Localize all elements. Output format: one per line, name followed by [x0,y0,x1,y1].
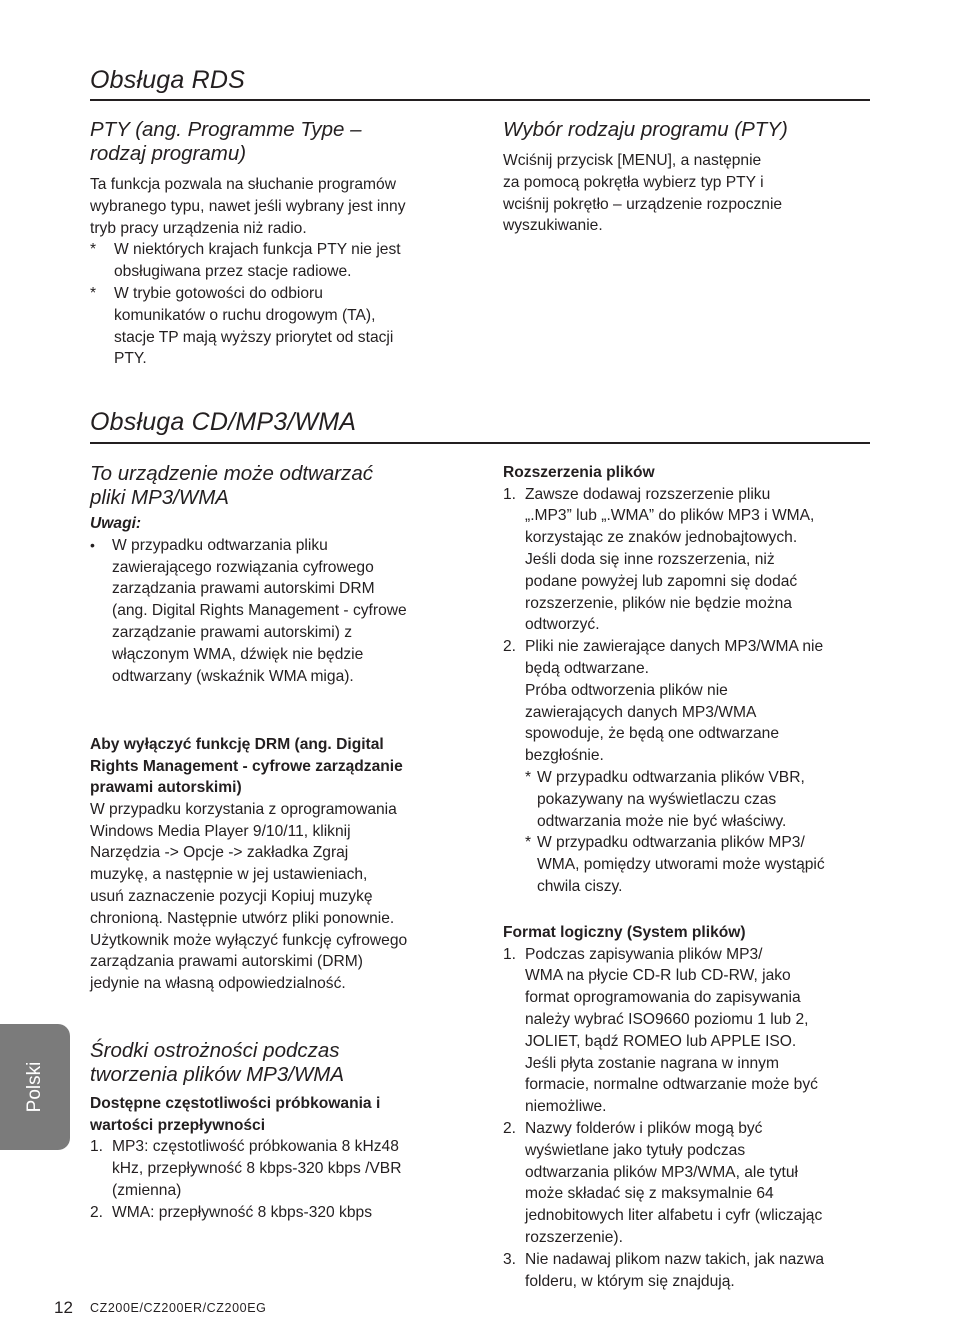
pty-select-line: Wciśnij przycisk [MENU], a następnie [503,152,762,169]
format-item [503,944,883,1118]
pty-note-line: W trybie gotowości do odbioru [114,284,323,302]
model-number: CZ200E/CZ200ER/CZ200EG [90,1301,267,1315]
bullet-line: odtwarzany (wskaźnik WMA miga). [112,667,354,685]
pty-note [90,283,480,370]
extensions-note-line: chwila ciszy. [537,877,623,895]
extensions-note [525,767,825,832]
pty-text-line: tryb pracy urządzenia niż radio. [90,219,307,237]
cd-title-rule [90,442,870,444]
bitrate-item-line: (zmienna) [112,1181,182,1199]
drm-text-line: Użytkownik może wyłączyć funkcję cyfrowego [90,931,408,949]
playback-heading-line2: pliki MP3/WMA [90,486,229,509]
bitrate-heading-line: wartości przepływności [90,1116,266,1134]
extensions-item-line: spowoduje, że będą one odtwarzane [525,725,780,743]
drm-text-line: Windows Media Player 9/10/11, kliknij [90,822,351,840]
format-item-line: Podczas zapisywania plików MP3/ [525,945,763,963]
pty-select-line: wyszukiwanie. [503,217,603,235]
precautions-section [90,1039,485,1223]
cd-left-column [90,462,485,687]
format-item-line: rozszerzenie). [525,1228,623,1246]
format-item-line: należy wybrać ISO9660 poziomu 1 lub 2, [525,1010,809,1028]
extensions-note-line: WMA, pomiędzy utworami może wystąpić [537,856,825,874]
drm-text-line: jedynie na własną odpowiedzialność. [90,975,346,993]
format-item-line: wyświetlane jako tytuły podczas [525,1141,746,1159]
pty-select-heading: Wybór rodzaju programu (PTY) [503,118,788,141]
extensions-note-line: W przypadku odtwarzania plików MP3/ [537,834,805,852]
rds-title-rule [90,99,870,101]
pty-note-line: komunikatów o ruchu drogowym (TA), [114,306,376,324]
format-item-line: odtwarzania plików MP3/WMA, ale tytuł [525,1163,798,1181]
extensions-note [525,832,825,897]
notes-label: Uwagi: [90,515,142,532]
item-number: 1. [503,945,517,963]
pty-heading-line2: rodzaj programu) [90,142,247,165]
extensions-item-line: będą odtwarzane. [525,659,649,677]
format-item-line: niemożliwe. [525,1098,607,1116]
extensions-item-line: korzystając ze znaków jednobajtowych. [525,529,798,547]
bullet-line: zarządzanie prawami autorskimi) z [112,623,353,641]
extensions-note-line: odtwarzania może nie być właściwy. [537,812,787,830]
pty-text-line: Ta funkcja pozwala na słuchanie programów [90,176,396,193]
item-number: 2. [90,1203,104,1221]
format-item-line: WMA na płycie CD-R lub CD-RW, jako [525,967,791,985]
extensions-item-line: bezgłośnie. [525,747,604,765]
bullet-marker: • [90,536,95,553]
bullet-line: włączonym WMA, dźwięk nie będzie [112,645,364,663]
extensions-item-line: Zawsze dodawaj rozszerzenie pliku [525,485,771,503]
drm-text-line: Narzędzia -> Opcje -> zakładka Zgraj [90,844,349,862]
extensions-item-line: Pliki nie zawierające danych MP3/WMA nie [525,638,824,656]
pty-select-line: za pomocą pokrętła wybierz typ PTY i [503,173,764,191]
pty-text-line: wybranego typu, nawet jeśli wybrany jest inny [90,197,406,215]
format-item-line: jednobitowych liter alfabetu i cyfr (wliczając [525,1207,823,1225]
pty-select-line: wciśnij pokrętło – urządzenie rozpocznie [503,195,783,213]
extensions-item [503,636,883,898]
format-heading: Format logiczny (System plików) [503,924,746,941]
format-item-line: Jeśli płyta zostanie nagrana w innym [525,1054,779,1072]
pty-heading-line1: PTY (ang. Programme Type – [90,118,362,141]
note-marker: * [90,241,97,259]
precautions-heading-line1: Środki ostrożności podczas [90,1039,340,1062]
drm-heading-line: Rights Management - cyfrowe zarządzanie [90,757,403,775]
extensions-item-line: Próba odtworzenia plików nie [525,681,728,699]
bullet-line: W przypadku odtwarzania pliku [112,536,328,554]
bitrate-item-line: MP3: częstotliwość próbkowania 8 kHz48 [112,1138,399,1156]
drm-section [90,734,485,995]
drm-bullet [90,535,485,688]
extensions-item-line: podane powyżej lub zapomni się dodać [525,572,798,590]
bullet-line: (ang. Digital Rights Management - cyfrowe [112,602,407,620]
extensions-item-line: rozszerzenie, plików nie będzie można [525,594,792,612]
note-marker: * [525,834,532,852]
note-marker: * [525,768,532,786]
format-section [503,922,883,1292]
drm-heading-line: prawami autorskimi) [90,779,242,797]
pty-note-line: stacje TP mają wyższy priorytet od stacji [114,328,394,346]
extensions-section [503,462,883,898]
precautions-heading-line2: tworzenia plików MP3/WMA [90,1063,345,1086]
note-marker: * [90,284,97,302]
drm-heading-line: Aby wyłączyć funkcję DRM (ang. Digital [90,736,384,753]
pty-note-line: W niektórych krajach funkcja PTY nie jest [114,241,401,259]
cd-section-title: Obsługa CD/MP3/WMA [90,408,357,436]
format-item [503,1249,883,1293]
extensions-item-line: odtworzyć. [525,616,600,634]
drm-text-line: zarządzania prawami autorskimi (DRM) [90,953,363,971]
bitrate-item-line: kHz, przepływność 8 kbps-320 kbps /VBR [112,1159,402,1177]
extensions-item-line: zawierających danych MP3/WMA [525,703,757,721]
format-item-line: format oprogramowania do zapisywania [525,989,801,1007]
drm-text-line: usuń zaznaczenie pozycji Kopiuj muzykę [90,887,373,905]
extensions-heading: Rozszerzenia plików [503,464,655,481]
pty-note [90,239,480,283]
extensions-item [503,484,883,637]
language-tab [0,1024,70,1150]
extensions-item-line: Jeśli doda się inne rozszerzenia, niż [525,550,775,568]
rds-section-title: Obsługa RDS [90,66,246,94]
language-tab-label: Polski [24,1061,45,1113]
bullet-line: zarządzania prawami autorskimi DRM [112,580,375,598]
item-number: 2. [503,1119,517,1137]
item-number: 3. [503,1250,517,1268]
format-item-line: Nie nadawaj plikom nazw takich, jak nazwa [525,1250,825,1268]
item-number: 2. [503,638,517,656]
bullet-line: zawierającego rozwiązania cyfrowego [112,558,374,576]
pty-section [90,118,480,370]
extensions-item-line: „.MP3” lub „.WMA” do plików MP3 i WMA, [525,507,815,525]
format-item-line: Nazwy folderów i plików mogą być [525,1119,763,1137]
bitrate-item [90,1136,485,1201]
playback-heading-line1: To urządzenie może odtwarzać [90,462,373,485]
format-item-line: folderu, w którym się znajdują. [525,1272,735,1290]
item-number: 1. [503,485,517,503]
item-number: 1. [90,1138,104,1156]
drm-text-line: W przypadku korzystania z oprogramowania [90,800,397,818]
pty-note-line: PTY. [114,350,147,368]
pty-note-line: obsługiwana przez stacje radiowe. [114,263,352,281]
format-item [503,1118,883,1249]
format-item-line: formacie, normalne odtwarzanie może być [525,1076,818,1094]
extensions-note-line: pokazywany na wyświetlaczu czas [537,790,777,808]
bitrate-item [90,1202,485,1224]
format-item-line: może składać się z maksymalnie 64 [525,1185,774,1203]
drm-text-line: muzykę, a następnie w jej ustawieniach, [90,866,368,884]
page-number: 12 [54,1298,73,1317]
pty-select-section [503,118,873,237]
format-item-line: JOLIET, bądź ROMEO lub APPLE ISO. [525,1032,797,1050]
bitrate-heading-line: Dostępne częstotliwości próbkowania i [90,1095,381,1112]
extensions-note-line: W przypadku odtwarzania plików VBR, [537,768,805,786]
drm-text-line: chronioną. Następnie utwórz pliki ponownie. [90,909,395,927]
bitrate-item-line: WMA: przepływność 8 kbps-320 kbps [112,1203,372,1221]
